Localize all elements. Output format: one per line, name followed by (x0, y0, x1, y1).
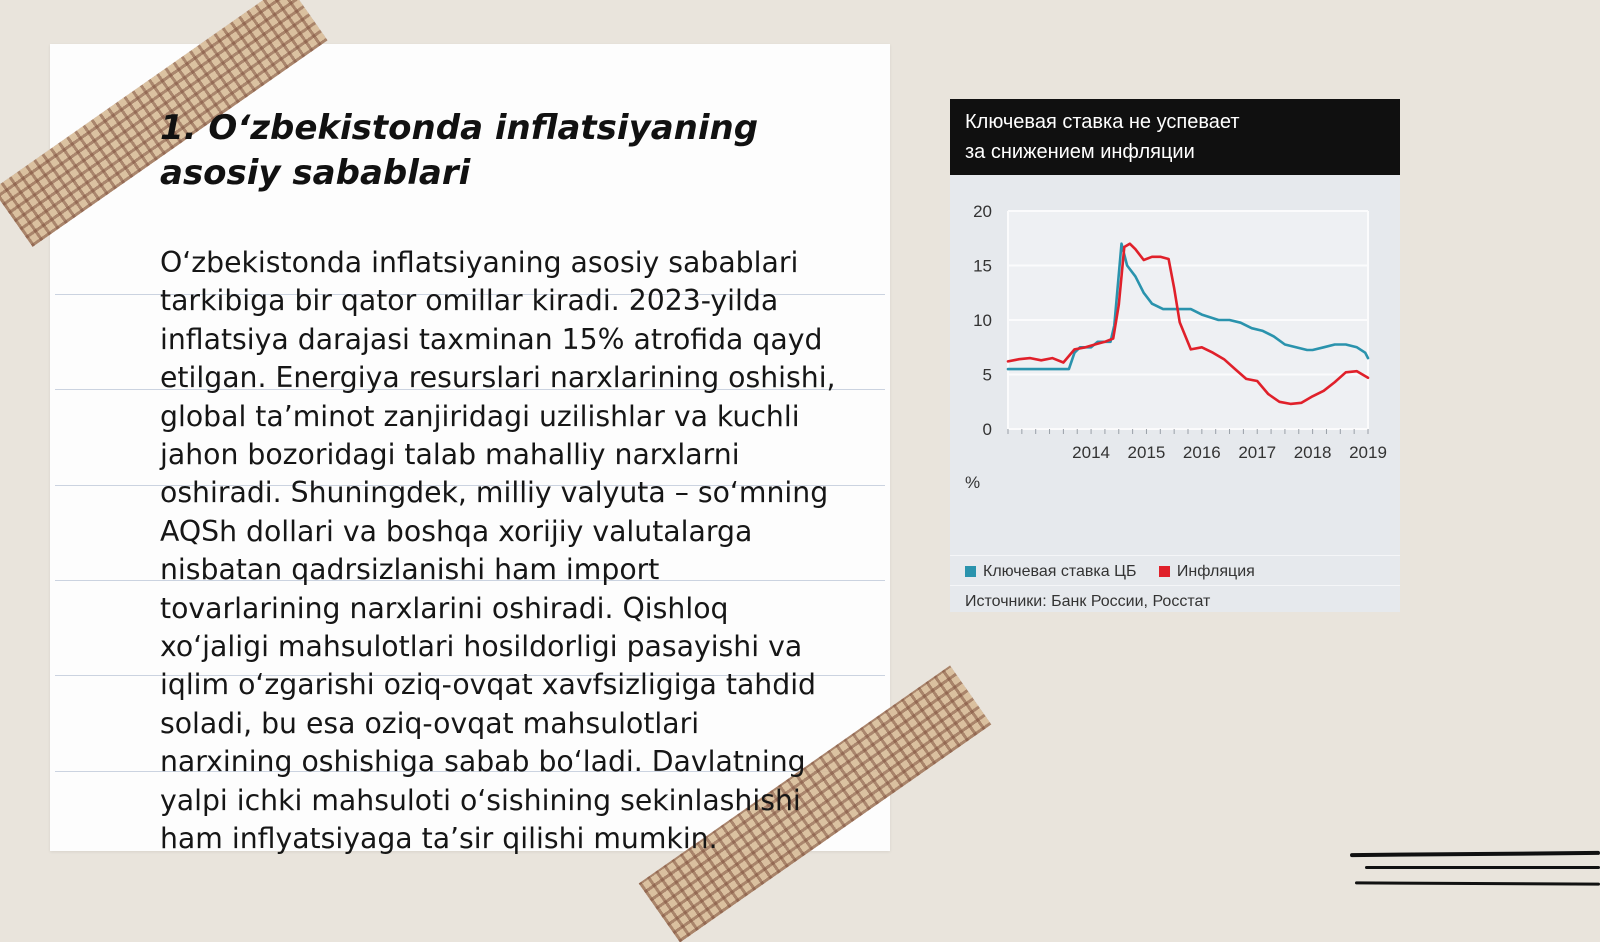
x-tick-label: 2018 (1293, 443, 1332, 462)
chart-legend (965, 563, 1273, 581)
scribble-line (1365, 866, 1600, 869)
y-tick-label: 10 (973, 311, 992, 330)
y-tick-label: 0 (982, 420, 992, 439)
y-axis-unit: % (965, 473, 981, 492)
legend-item-key-rate (965, 563, 1136, 580)
scribble-line (1355, 881, 1600, 885)
chart-source: Источники: Банк России, Росстат (965, 593, 1211, 610)
chart-title (965, 107, 1239, 167)
y-tick-label: 20 (973, 202, 992, 221)
x-tick-label: 2014 (1072, 443, 1110, 462)
line-chart (950, 175, 1400, 615)
chart-title-line-1: Ключевая ставка не успевает (965, 111, 1240, 133)
y-tick-label: 15 (973, 256, 992, 276)
legend-label-inflation: Инфляция (1176, 563, 1255, 580)
legend-swatch-key-rate (965, 566, 976, 577)
x-tick-label: 2019 (1349, 443, 1387, 462)
chart-title-line-2: за снижением инфляции (965, 141, 1195, 163)
y-tick-label: 5 (982, 365, 992, 385)
chart-header (950, 99, 1400, 175)
x-tick-label: 2017 (1238, 443, 1277, 462)
chart-panel (950, 99, 1400, 612)
legend-separator (950, 555, 1400, 556)
scribble-line (1350, 851, 1600, 857)
legend-label-key-rate: Ключевая ставка ЦБ (983, 563, 1137, 580)
slide-body-text: O‘zbekistonda inflatsiyaning asosiy sabablari tarkibiga bir qator omillar kiradi. 2023-yilda inflatsiya darajasi taxminan 15% atrofida qayd etilgan. Energiya resurslari narxlarining oshishi, global ta’minot zanjiridagi uzilishlar va kuchli jahon bozoridagi talab mahalliy narxlarni oshiradi. Shuningdek, milliy valyuta – so‘mning AQSh dollari va boshqa xorijiy valutalarga nisbatan qadrsizlanishi ham import tovarlarining narxlarini oshiradi. Qishloq xo‘jaligi mahsulotlari hosildorligi pasayishi va iqlim o‘zgarishi oziq-ovqat xavfsizligiga tahdid soladi, bu esa oziq-ovqat mahsulotlari narxining oshishiga sabab bo‘ladi. Davlatning yalpi ichki mahsuloti o‘sishining sekinlashishi ham inflyatsiyaga ta’sir qilishi mumkin. (160, 246, 836, 856)
legend-item-inflation (1159, 563, 1255, 580)
x-tick-label: 2016 (1182, 443, 1221, 462)
legend-swatch-inflation (1159, 566, 1170, 577)
source-separator (950, 585, 1400, 586)
x-tick-label: 2015 (1127, 443, 1166, 462)
slide-title: 1. O‘zbekistonda inflatsiyaning asosiy sabablari (160, 108, 759, 193)
